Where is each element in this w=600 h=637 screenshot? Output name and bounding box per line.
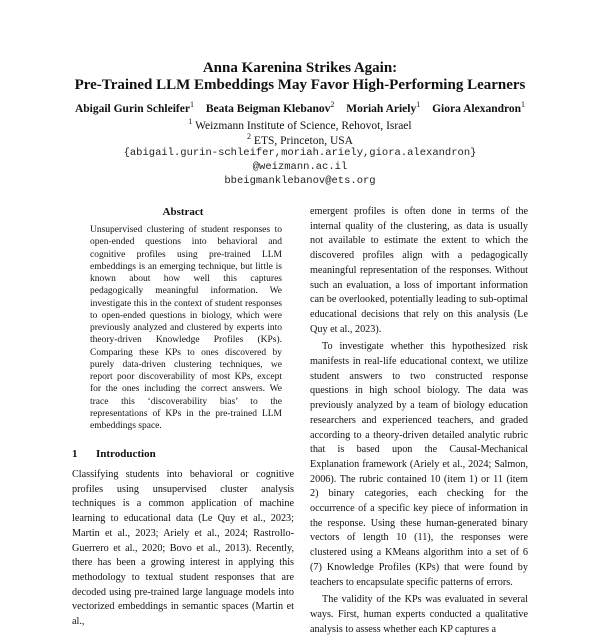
author-affiliation-mark: 1: [189, 100, 194, 109]
right-column-body: [310, 205, 528, 637]
author-name: Giora Alexandron: [432, 102, 522, 115]
author-list: [0, 100, 600, 115]
abstract-text: Unsupervised clustering of student responses to open-ended questions into behavioral and cognitive profiles using pre-trained LLM embeddings is an emerging technique, but little is known about how well this captures pedagogically meaningful information. We investigate this in the context of student responses to open-ended questions in biology, which were previously analyzed and clustered by experts into theory-driven Knowledge Profiles (KPs). Comparing these KPs to ones discovered by purely data-driven clustering techniques, we report poor discoverability of most KPs, except for the ones including the correct answers. We trace this ‘discoverability bias’ to the representations of KPs in the pre-trained LLM embeddings space.: [90, 225, 282, 431]
affiliation-text: ETS, Princeton, USA: [253, 134, 353, 147]
right-paragraph-1: emergent profiles is often done in terms of the internal quality of the clustering, as data is usually not available to estimate the extent to which the discovered profiles align with a pedagogically meaningful representation of the responses. Without such an evaluation, a loss of important information can be overlooked, potentially leading to sub-optimal educational decisions that rely on this analysis (Le Quy et al., 2023).: [310, 206, 528, 335]
left-column-body: [72, 468, 294, 630]
affiliation-text: Weizmann Institute of Science, Rehovot, Israel: [195, 119, 412, 132]
affiliation-mark: 1: [188, 117, 193, 126]
author-affiliation-mark: 2: [330, 100, 335, 109]
email-line-3: bbeigmanklebanov@ets.org: [224, 175, 376, 187]
section-heading-introduction: [72, 448, 294, 460]
paper-title: [0, 60, 600, 94]
affiliation-mark: 2: [247, 132, 252, 141]
affiliation-1: [0, 117, 600, 132]
author-name: Beata Beigman Klebanov: [205, 102, 331, 115]
right-paragraph-2: To investigate whether this hypothesized risk manifests in real-life educational context, we utilize student answers to two constructed response questions in high school biology. The data was previously analyzed by a team of biology education researchers and experienced teachers, and graded according to a theory-driven detailed analytic rubric that is based upon the Causal-Mechanical Explanation framework (Ariely et al., 2024; Salmon, 2006). The rubric contained 10 (item 1) or 11 (item 2) binary categories, each checking for the occurrence of a specific key piece of information in the response. Using these human-generated binary vectors of length 10 (11), the responses were clustered using a KMeans algorithm into a set of 6 (7) Knowledge Profiles (KPs) that were found by teachers to encapsulate specific patterns of errors.: [310, 341, 528, 588]
author-affiliation-mark: 1: [416, 100, 421, 109]
author-name: Abigail Gurin Schleifer: [74, 102, 190, 115]
email-line-2: @weizmann.ac.il: [252, 161, 348, 173]
abstract-heading: Abstract: [162, 206, 204, 218]
email-line-1: {abigail.gurin-schleifer,moriah.ariely,giora.alexandron}: [123, 147, 477, 159]
section-title: Introduction: [96, 448, 156, 460]
section-number: 1: [72, 448, 78, 460]
title-line-2: Pre-Trained LLM Embeddings May Favor High-Performing Learners: [74, 77, 526, 93]
affiliation-2: [0, 132, 600, 147]
author-name: Moriah Ariely: [346, 102, 417, 115]
right-paragraph-3: The validity of the KPs was evaluated in several ways. First, human experts conducted a qualitative analysis to assess whether each KP captures a: [310, 594, 528, 635]
intro-paragraph-1: Classifying students into behavioral or cognitive profiles using unsupervised cluster analysis techniques is a common application of machine learning to educational data (Le Quy et al., 2023; Martin et al., 2023; Ariely et al., 2024; Rastrollo-Guerrero et al., 2020; Bovo et al., 2013). Recently, there has been a growing interest in applying this methodology to textual student responses that are decoded using pre-trained large language models into vectorized embeddings in semantic spaces (Martin et al.,: [72, 469, 294, 628]
author-affiliation-mark: 1: [521, 100, 526, 109]
title-line-1: Anna Karenina Strikes Again:: [202, 60, 398, 76]
